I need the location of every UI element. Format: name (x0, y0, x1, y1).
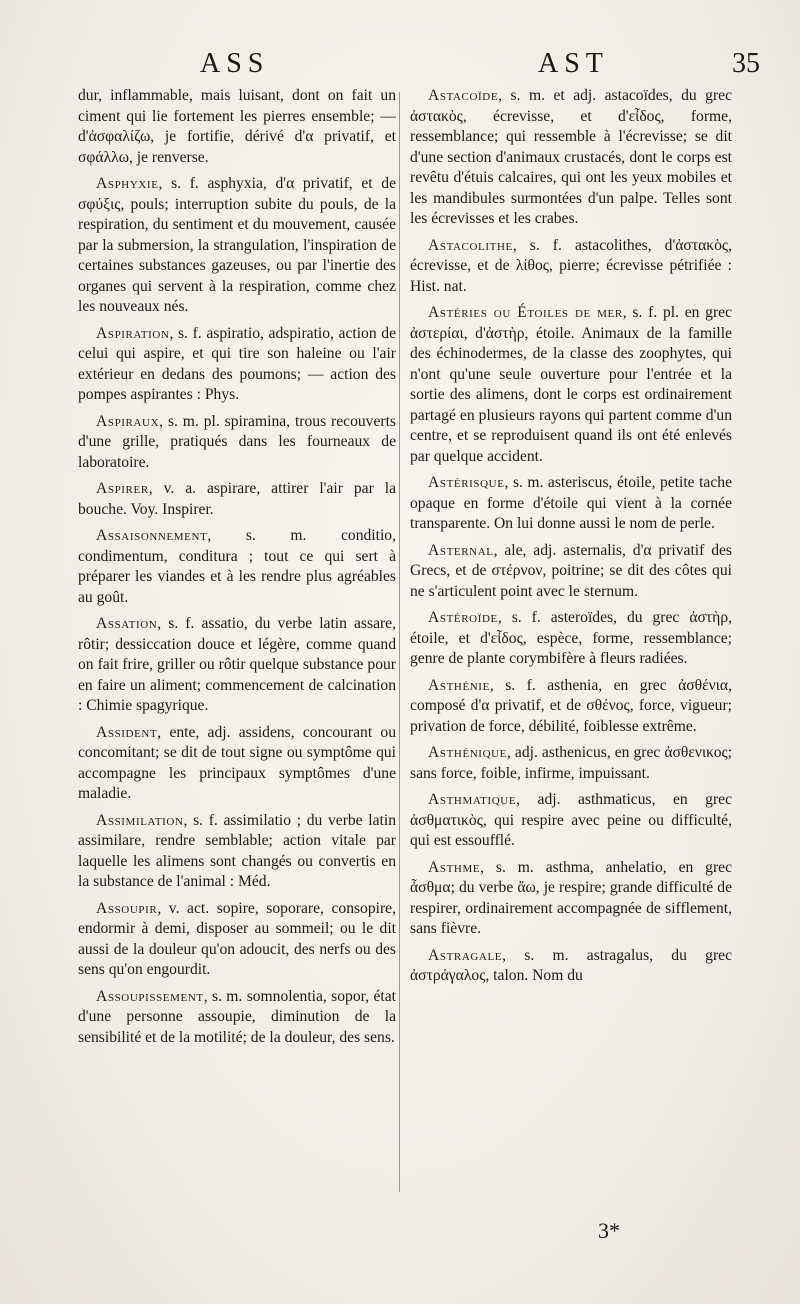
entry-headword: Assident (96, 723, 158, 741)
entry-text: , s. m. conditio, condimentum, conditura ; tout ce qui sert à préparer les viandes et à les rendre plus agréables au goût. (78, 527, 396, 606)
dictionary-entry (410, 473, 732, 535)
dictionary-entry (78, 987, 396, 1049)
entry-text: , v. a. aspirare, attirer l'air par la bouche. Voy. Inspirer. (78, 480, 396, 518)
entry-headword: Aspirer (96, 480, 149, 497)
entry-text: , s. f. pl. en grec ἀστερίαι, d'ἀστὴρ, étoile. Animaux de la famille des échinodermes, de la classe des zoophytes, qui n'ont qu'une seule ouverture pour l'entrée et la sortie des alimens, dont le corps est ordinairement partagé en plusieurs rayons qui partent comme d'un centre, et se reproduisent quand ils ont été enlevés par quelque accident. (410, 304, 732, 465)
dictionary-entry (78, 723, 396, 805)
entry-text: , s. f. assatio, du verbe latin assare, rôtir; dessiccation douce et légère, comme quand on fait frire, griller ou rôtir quelque substance pour en faire un aliment; commencement de calcination : Chimie spagyrique. (78, 615, 396, 714)
dictionary-entry (410, 303, 732, 467)
entry-headword: Aspiraux (96, 412, 160, 430)
entry-headword: Asternal (428, 541, 494, 559)
entry-text: , adj. asthenicus, en grec ἀσθενικος; sans force, foible, infirme, impuissant. (410, 744, 732, 782)
dictionary-entry (410, 86, 732, 230)
entry-headword: Asthénie (428, 676, 490, 694)
entry-text: , s. f. asteroïdes, du grec ἀστὴρ, étoile, et d'εἶδος, espèce, forme, ressemblance; genre de plante corymbifère à fleurs radiées. (410, 609, 732, 667)
dictionary-entry (78, 811, 396, 893)
dictionary-entry: dur, inflammable, mais luisant, dont on fait un ciment qui lie fortement les pierres ensemble; — d'ἀσφαλίζω, je fortifie, dérivé d'α privatif, et σφάλλω, je renverse. (78, 87, 396, 166)
entry-text: , adj. asthmaticus, en grec ἀσθματικὸς, qui respire avec peine ou difficulté, qui est essoufflé. (410, 791, 732, 849)
entry-text: , ale, adj. asternalis, d'α privatif des Grecs, et de στέρνον, poitrine; se dit des côtes qui ne s'articulent point avec le sternum. (410, 541, 732, 600)
dictionary-entry (78, 526, 396, 608)
entry-headword: Asthme (428, 858, 481, 876)
entry-headword: Astérisque (428, 474, 505, 491)
dictionary-entry (78, 614, 396, 717)
entry-headword: Assation (96, 615, 158, 632)
dictionary-entry (410, 858, 732, 940)
entry-headword: Asthmatique (428, 791, 517, 808)
entry-text: , s. m. somnolentia, sopor, état d'une personne assoupie, diminution de la sensibilité et de la motilité; de la douleur, des sens. (78, 987, 396, 1046)
entry-headword: Aspiration (96, 324, 170, 342)
column-divider (399, 92, 400, 1192)
entry-headword: Assaisonnement (96, 527, 208, 544)
entry-text: , s. m. asthma, anhelatio, en grec ἆσθμα; du verbe ἄω, je respire; grande difficulté de respirer, ordinairement accompagnée de sifflement, sans fièvre. (410, 858, 732, 937)
dictionary-entry (78, 899, 396, 981)
entry-headword: Asthénique (428, 744, 507, 761)
dictionary-entry (410, 608, 732, 670)
dictionary-entry (78, 412, 396, 474)
entry-text: , v. act. sopire, soporare, consopire, endormir à demi, disposer au sommeil; ou le dit aussi de la douleur qu'on adoucit, des nerfs ou des sens qu'on engourdit. (78, 899, 396, 978)
entry-headword: Astéroïde (428, 609, 498, 626)
running-head (60, 44, 760, 84)
dictionary-entry (78, 174, 396, 318)
entry-headword: Assimilation (96, 811, 184, 829)
dictionary-entry (410, 541, 732, 603)
entry-text: , ente, adj. assidens, concourant ou concomitant; se dit de tout signe ou symptôme qui accompagne les principaux symptômes d'une maladie. (78, 723, 396, 802)
dictionary-entry (410, 790, 732, 852)
dictionary-entry (78, 479, 396, 520)
running-head-left: ASS (200, 48, 270, 79)
page-number: 35 (732, 48, 760, 79)
entry-text: , s. m. asteriscus, étoile, petite tache opaque en forme d'étoile qui vient à la cornée transparente. On lui donne aussi le nom de perle. (410, 474, 732, 532)
entry-text: , s. m. et adj. astacoïdes, du grec ἀστακὸς, écrevisse, et d'εἶδος, forme, ressemblance; qui ressemble à l'écrevisse; se dit d'une section d'animaux crustacés, dont le corps est revêtu d'étuis calcaires, qui ont les yeux mobiles et les mandibules surmontées d'un palpe. Telles sont les écrevisses et les crabes. (410, 87, 732, 227)
entry-text: , s. f. astacolithes, d'ἀστακὸς, écrevisse, et de λίθος, pierre; écrevisse pétrifiée : Hist. nat. (410, 236, 732, 295)
entry-headword: Astragale (428, 946, 503, 964)
signature-mark: 3* (598, 1218, 620, 1243)
entry-headword: Astacoïde (428, 87, 499, 104)
running-head-right: AST (538, 48, 609, 79)
left-column (78, 86, 396, 1054)
dictionary-entry (410, 236, 732, 298)
entry-text: , s. f. asthenia, en grec ἀσθένια, composé d'α privatif, et de σθένος, force, vigueur; privation de force, débilité, foiblesse extrême. (410, 676, 732, 735)
entry-headword: Assoupir (96, 899, 158, 917)
entry-headword: Assoupissement (96, 987, 204, 1005)
entry-text: , s. m. pl. spiramina, trous recouverts d'une grille, pratiqués dans les fourneaux de laboratoire. (78, 412, 396, 471)
right-column (410, 86, 732, 993)
entry-text: , s. f. asphyxia, d'α privatif, et de σφύξις, pouls; interruption subite du pouls, de la respiration, du sentiment et du mouvement, causée par la submersion, la strangulation, l'inspiration de certaines substances gazeuses, ou par l'inertie des organes qui servent à la respiration, comme chez les nouveaux nés. (78, 175, 396, 315)
entry-headword: Astéries ou Étoiles de mer (428, 304, 623, 321)
dictionary-entry (410, 743, 732, 784)
entry-text: , s. f. aspiratio, adspiratio, action de celui qui aspire, et qui tire son haleine ou l'air extérieur en dedans des poumons; — action des pompes aspirantes : Phys. (78, 324, 396, 403)
entry-text: , s. f. assimilatio ; du verbe latin assimilare, rendre semblable; action vitale par laquelle les alimens sont changés ou convertis en la substance de l'animal : Méd. (78, 811, 396, 890)
entry-headword: Astacolithe (428, 236, 513, 254)
entry-headword: Asphyxie (96, 175, 159, 192)
dictionary-entry (78, 324, 396, 406)
dictionary-entry (410, 946, 732, 987)
dictionary-entry (410, 676, 732, 738)
entry-text: , s. m. astragalus, du grec ἀστράγαλος, talon. Nom du (410, 946, 732, 984)
